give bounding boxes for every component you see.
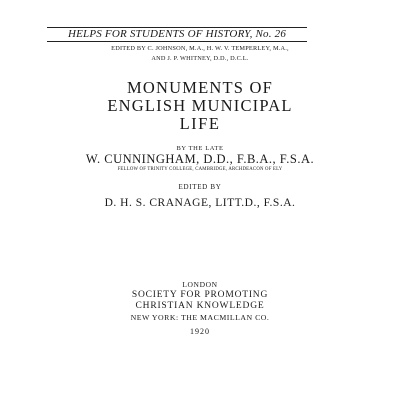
book-title-line3: LIFE <box>179 114 221 133</box>
book-title-line1: MONUMENTS OF <box>127 78 273 97</box>
editor-name: D. H. S. CRANAGE, LITT.D., F.S.A. <box>104 197 296 209</box>
author-name: W. CUNNINGHAM, D.D., F.B.A., F.S.A. <box>85 152 315 166</box>
series-title: HELPS FOR STUDENTS OF HISTORY, No. 26 <box>67 28 287 40</box>
book-title-line2: ENGLISH MUNICIPAL <box>107 96 293 115</box>
publisher-line2: CHRISTIAN KNOWLEDGE <box>135 301 265 311</box>
publication-year: 1920 <box>190 327 210 336</box>
series-editors-line1: EDITED BY C. JOHNSON, M.A., H. W. V. TEMPERLEY, M.A., <box>111 45 289 52</box>
author-description: FELLOW OF TRINITY COLLEGE, CAMBRIDGE, ARCHDEACON OF ELY <box>117 167 283 172</box>
series-editors-line2: AND J. P. WHITNEY, D.D., D.C.L. <box>151 55 249 62</box>
series-header <box>47 27 307 42</box>
edited-by-label: EDITED BY <box>178 183 222 191</box>
publisher-line3: NEW YORK: THE MACMILLAN CO. <box>130 313 270 322</box>
imprint-place: LONDON <box>182 280 218 289</box>
publisher-line1: SOCIETY FOR PROMOTING <box>131 290 269 300</box>
by-the-late-label: BY THE LATE <box>176 145 224 152</box>
